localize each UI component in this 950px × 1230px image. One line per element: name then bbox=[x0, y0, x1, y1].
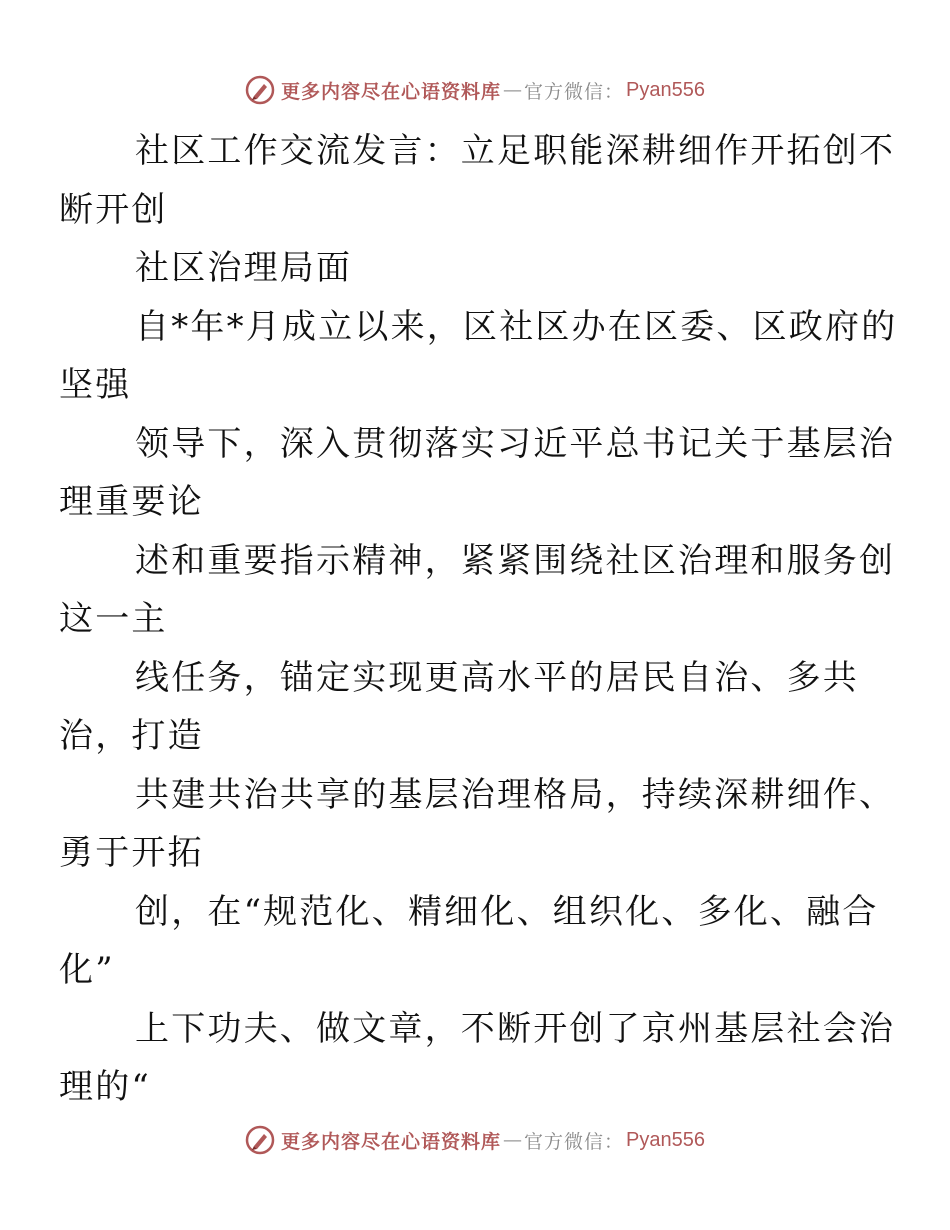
paragraph bbox=[97, 239, 857, 298]
paragraph-line-wrap: 断开创 bbox=[59, 189, 168, 230]
watermark-text: 更多内容尽在心语资料库 bbox=[281, 1130, 502, 1153]
paragraph-line: 自*年*月成立以来，区社区办在区委、区政府的 bbox=[135, 306, 898, 347]
paragraph bbox=[59, 766, 896, 883]
paragraph-line-wrap: 勇于开拓 bbox=[59, 833, 204, 873]
paragraph-line: 线任务，锚定实现更高水平的居民自治、多共 bbox=[135, 657, 859, 698]
paragraph-line-wrap: 理的“ bbox=[59, 1067, 151, 1107]
watermark-separator: — bbox=[503, 1129, 523, 1151]
paragraph-line: 上下功夫、做文章，不断开创了京州基层社会治 bbox=[135, 1008, 896, 1049]
paragraph-line: 社区治理局面 bbox=[135, 248, 353, 288]
paragraph bbox=[59, 298, 898, 415]
watermark-text: 更多内容尽在心语资料库 bbox=[281, 80, 502, 103]
footer-watermark bbox=[0, 1122, 950, 1158]
paragraph-line: 领导下，深入贯彻落实习近平总书记关于基层治 bbox=[135, 423, 896, 464]
document-body bbox=[59, 122, 898, 1117]
paragraph bbox=[59, 649, 859, 766]
watermark-label: 官方微信： bbox=[524, 80, 625, 103]
paragraph-line: 共建共治共享的基层治理格局，持续深耕细作、 bbox=[135, 774, 896, 815]
paragraph bbox=[59, 532, 896, 649]
header-watermark bbox=[0, 72, 950, 108]
paragraph bbox=[59, 122, 896, 239]
paragraph-line-wrap: 这一主 bbox=[59, 599, 168, 639]
pen-logo-icon bbox=[245, 1125, 275, 1155]
paragraph bbox=[59, 1000, 896, 1117]
paragraph-line: 述和重要指示精神，紧紧围绕社区治理和服务创 bbox=[135, 540, 896, 581]
paragraph bbox=[59, 415, 896, 532]
watermark-separator: — bbox=[503, 79, 523, 101]
paragraph-line-wrap: 治，打造 bbox=[59, 716, 204, 756]
paragraph-line-wrap: 化” bbox=[59, 950, 115, 990]
paragraph-line: 社区工作交流发言：立足职能深耕细作开拓创不 bbox=[135, 131, 896, 171]
watermark-wechat-id: Pyan556 bbox=[626, 1128, 705, 1151]
paragraph-line: 创，在“规范化、精细化、组织化、多化、融合 bbox=[135, 891, 879, 932]
watermark-wechat-id: Pyan556 bbox=[626, 78, 705, 101]
paragraph-line-wrap: 理重要论 bbox=[59, 482, 204, 522]
pen-logo-icon bbox=[245, 75, 275, 105]
watermark-label: 官方微信： bbox=[524, 1130, 625, 1153]
paragraph-line-wrap: 坚强 bbox=[59, 365, 132, 405]
paragraph bbox=[59, 883, 879, 1000]
